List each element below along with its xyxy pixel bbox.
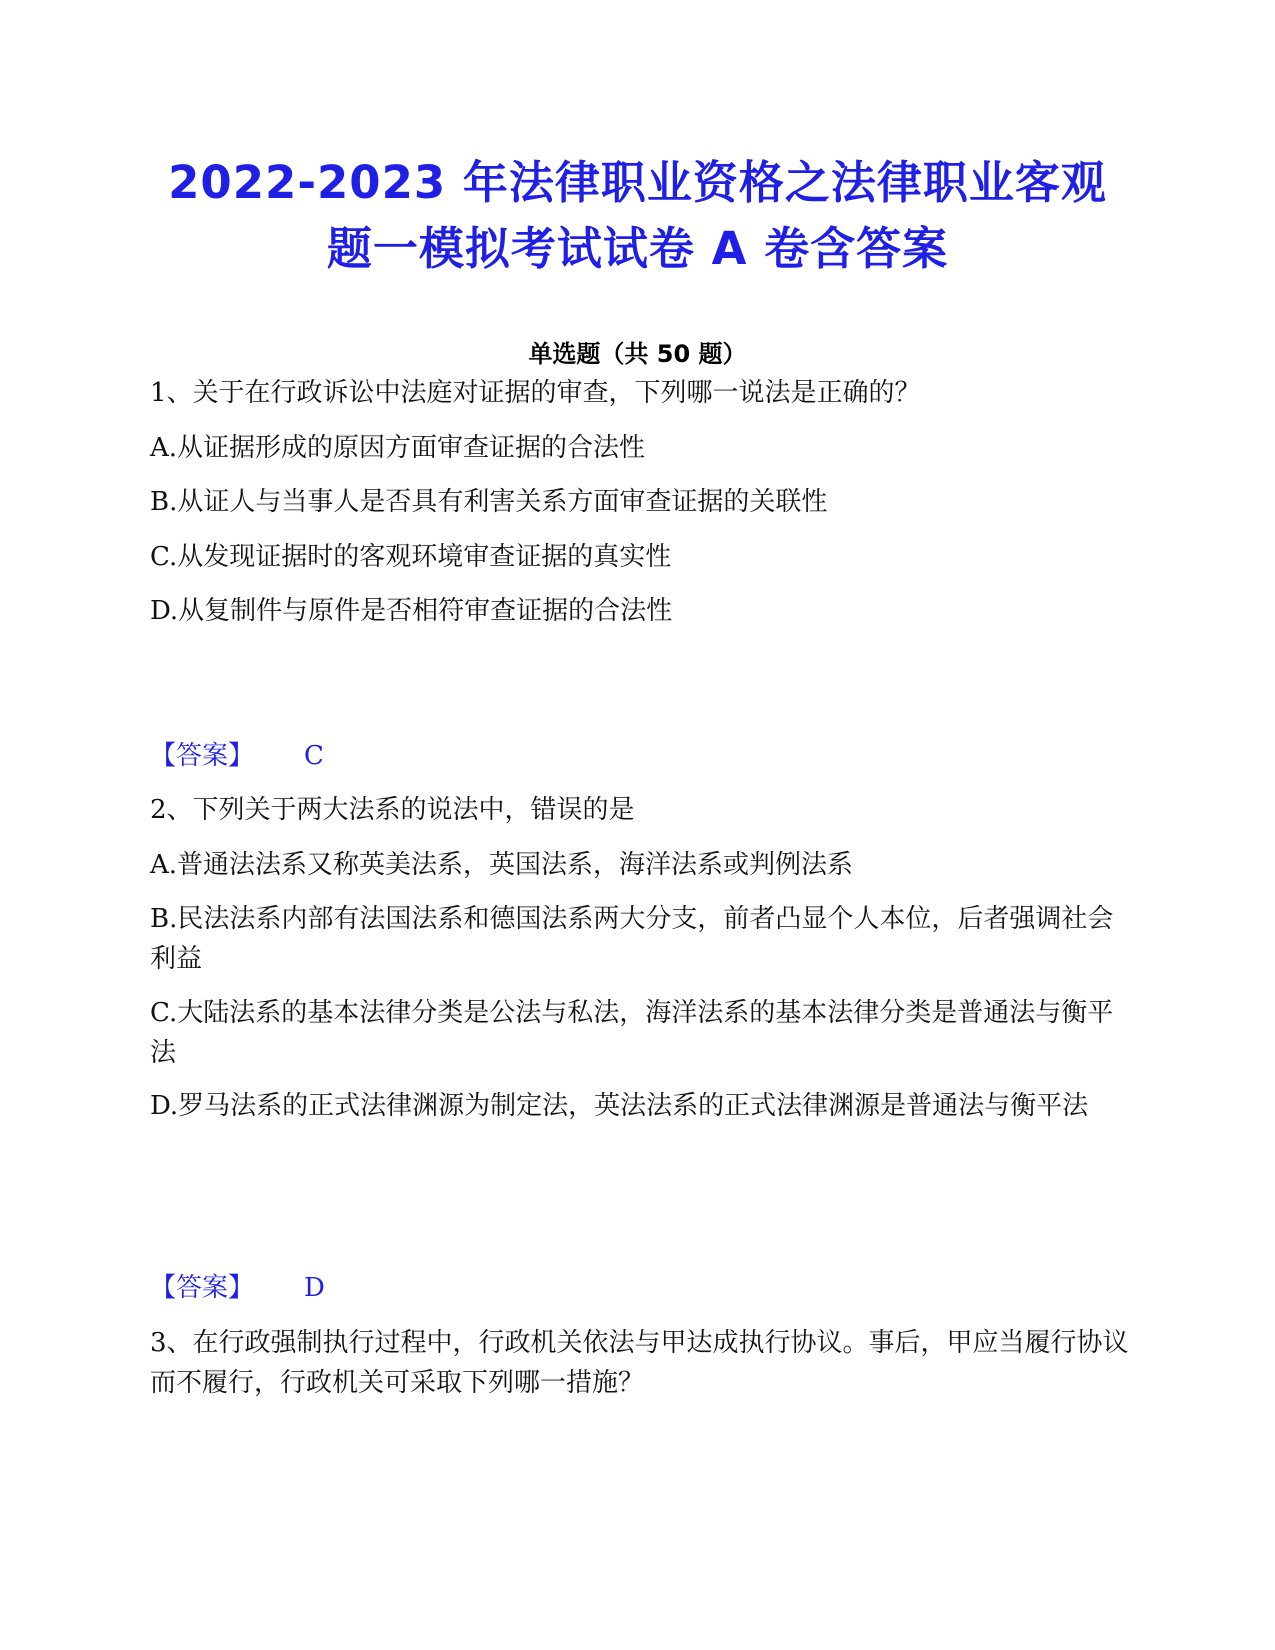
question-2-stem: 2、下列关于两大法系的说法中，错误的是 — [150, 795, 635, 825]
question-1-answer — [150, 736, 1130, 776]
question-1-option-b: B.从证人与当事人是否具有利害关系方面审查证据的关联性 — [150, 487, 828, 517]
document-title — [130, 150, 1145, 282]
answer-value: D — [304, 1273, 325, 1303]
question-1-option-d: D.从复制件与原件是否相符审查证据的合法性 — [150, 596, 673, 626]
answer-label: 【答案】 — [150, 741, 255, 771]
answer-label: 【答案】 — [150, 1273, 255, 1303]
section-heading: 单选题（共 50 题） — [528, 340, 747, 368]
question-2-option-a: A.普通法法系又称英美法系，英国法系，海洋法系或判例法系 — [150, 850, 854, 880]
question-2-option-b: B.民法法系内部有法国法系和德国法系两大分支，前者凸显个人本位，后者强调社会利益 — [150, 904, 1114, 974]
question-1-option-c: C.从发现证据时的客观环境审查证据的真实性 — [150, 542, 672, 572]
question-2-answer — [150, 1268, 1130, 1308]
question-1-option-a: A.从证据形成的原因方面审查证据的合法性 — [150, 433, 646, 463]
answer-value: C — [304, 741, 324, 771]
question-2-option-c: C.大陆法系的基本法律分类是公法与私法，海洋法系的基本法律分类是普通法与衡平法 — [150, 998, 1114, 1068]
question-2-option-d: D.罗马法系的正式法律渊源为制定法，英法法系的正式法律渊源是普通法与衡平法 — [150, 1091, 1089, 1121]
question-1-stem: 1、关于在行政诉讼中法庭对证据的审查，下列哪一说法是正确的？ — [150, 378, 921, 408]
title-line-1: 2022-2023 年法律职业资格之法律职业客观 — [168, 156, 1107, 209]
question-3-stem: 3、在行政强制执行过程中，行政机关依法与甲达成执行协议。事后，甲应当履行协议而不履行，行政机关可采取下列哪一措施？ — [150, 1328, 1129, 1398]
title-line-2: 题一模拟考试试卷 A 卷含答案 — [326, 222, 949, 275]
